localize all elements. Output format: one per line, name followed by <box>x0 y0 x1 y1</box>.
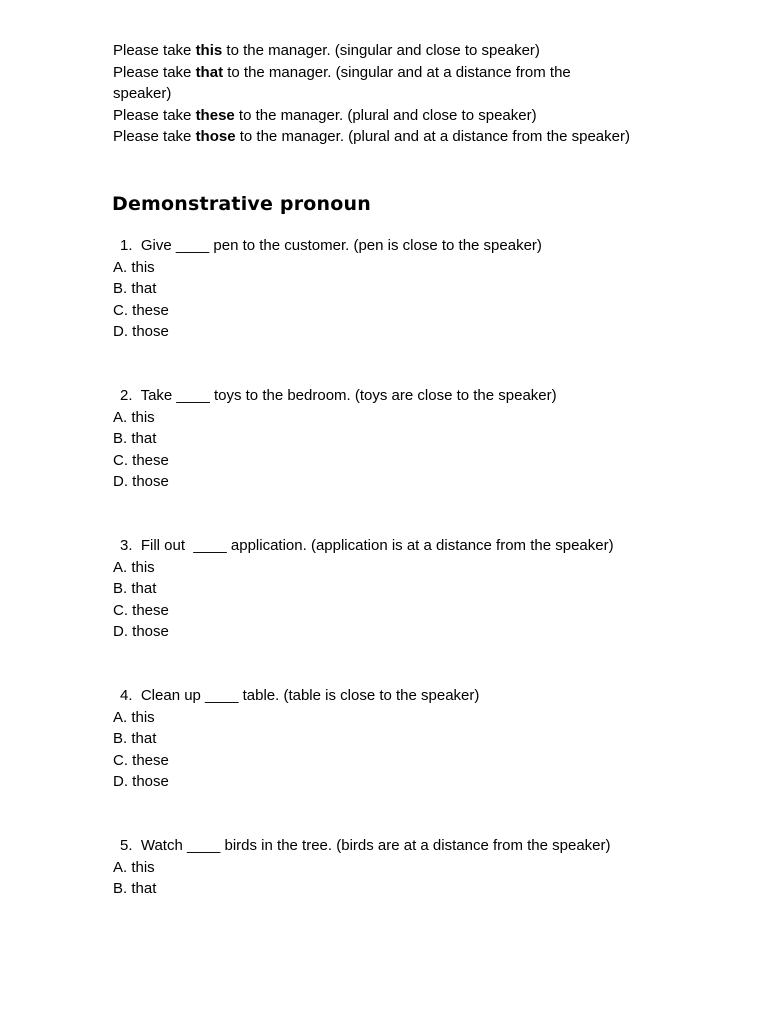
intro-examples <box>113 40 633 148</box>
answer-option[interactable]: A. this <box>113 858 155 876</box>
answer-option[interactable]: B. that <box>113 880 157 897</box>
answer-option[interactable]: B. that <box>113 730 157 747</box>
answer-option[interactable]: A. this <box>113 408 155 426</box>
example-keyword: these <box>195 106 235 124</box>
example-text: Please take <box>113 106 196 124</box>
answer-option[interactable]: C. these <box>113 601 169 619</box>
question-4 <box>113 685 713 793</box>
question-prompt: 4. Clean up ____ table. (table is close to the speaker) <box>120 687 480 704</box>
question-5 <box>113 835 713 900</box>
example-sentence <box>113 105 633 127</box>
answer-option[interactable]: A. this <box>113 258 155 276</box>
answer-option[interactable]: D. those <box>113 773 169 790</box>
example-keyword: those <box>195 128 236 145</box>
question-prompt: 1. Give ____ pen to the customer. (pen is close to the speaker) <box>120 237 542 254</box>
example-keyword: this <box>195 42 223 59</box>
example-text: Please take <box>113 63 196 81</box>
question-prompt: 2. Take ____ toys to the bedroom. (toys are close to the speaker) <box>120 387 557 404</box>
question-prompt: 3. Fill out ____ application. (application is at a distance from the speaker) <box>120 537 614 554</box>
answer-option[interactable]: C. these <box>113 751 169 769</box>
answer-option[interactable]: C. these <box>113 301 169 319</box>
question-1 <box>113 235 713 343</box>
example-keyword: that <box>195 63 224 81</box>
answer-option[interactable]: A. this <box>113 558 155 576</box>
example-sentence <box>113 62 633 105</box>
example-text: to the manager. (singular and close to speaker) <box>222 42 540 59</box>
answer-option[interactable]: D. those <box>113 323 169 340</box>
example-text: to the manager. (plural and close to speaker) <box>234 106 537 124</box>
answer-option[interactable]: C. these <box>113 451 169 469</box>
question-prompt: 5. Watch ____ birds in the tree. (birds are at a distance from the speaker) <box>120 837 611 854</box>
answer-option[interactable]: B. that <box>113 430 157 447</box>
example-sentence <box>113 40 633 62</box>
answer-option[interactable]: A. this <box>113 708 155 726</box>
example-text: Please take <box>113 128 196 145</box>
answer-option[interactable]: D. those <box>113 473 169 490</box>
question-3 <box>113 535 713 643</box>
section-heading: Demonstrative pronoun <box>112 193 371 215</box>
answer-option[interactable]: D. those <box>113 623 169 640</box>
example-sentence <box>113 126 633 148</box>
question-2 <box>113 385 713 493</box>
answer-option[interactable]: B. that <box>113 580 157 597</box>
example-text: to the manager. (singular and at a distance from the speaker) <box>113 63 571 102</box>
answer-option[interactable]: B. that <box>113 280 157 297</box>
example-text: to the manager. (plural and at a distance from the speaker) <box>235 128 630 145</box>
example-text: Please take <box>113 42 196 59</box>
